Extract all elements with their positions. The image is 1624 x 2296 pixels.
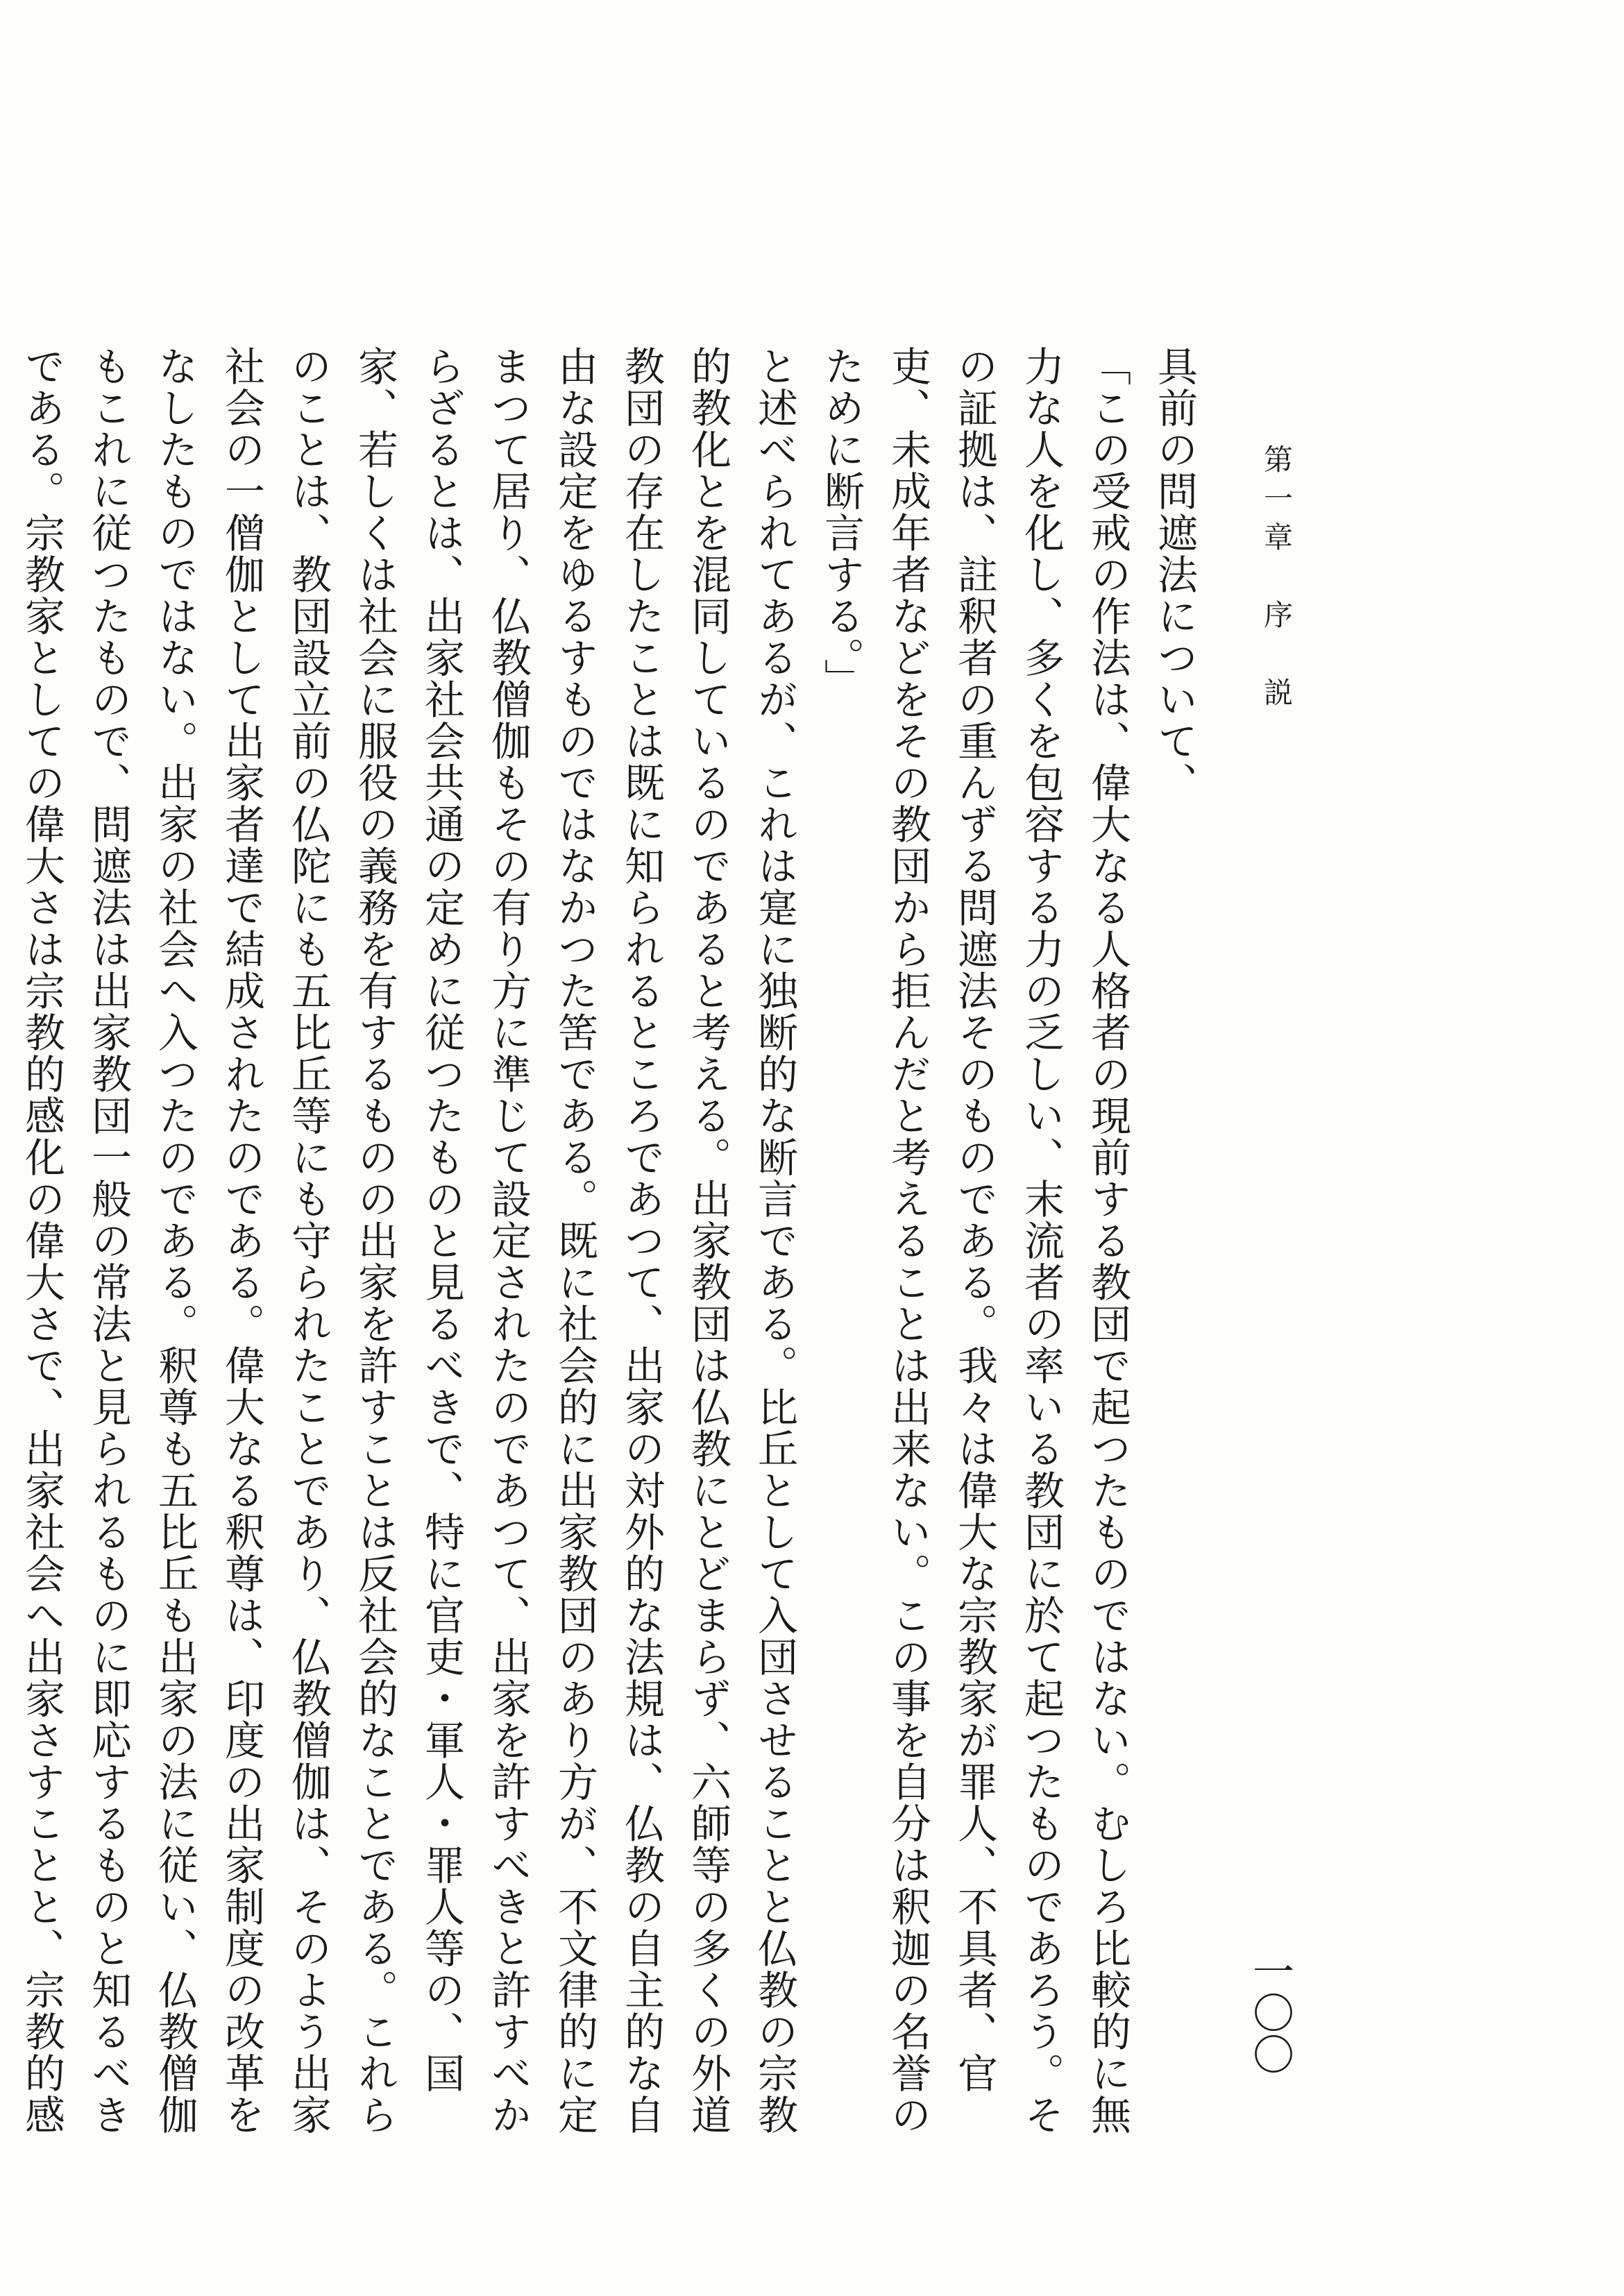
paragraph-discussion: と述べられてあるが、これは寔に独断的な断言である。比丘として入団させることと仏教の宗教的教化とを混同しているのであると考える。出家教団は仏教にとどまらず、六師等の多くの外道教団の存在したことは既に知られるところであつて、出家の対外的な法規は、仏教の自主的な自由な設定をゆるすものではなかつた筈である。既に社会的に出家教団のあり方が、不文律的に定まつて居り、仏教僧伽もその有り方に準じて設定されたのであつて、出家を許すべきと許すべからざるとは、出家社会共通の定めに従つたものと見るべきで、特に官吏・軍人・罪人等の、国家、若しくは社会に服役の義務を有するものの出家を許すことは反社会的なことである。これらのことは、教団設立前の仏陀にも五比丘等にも守られたことであり、仏教僧伽は、そのよう出家社会の一僧伽として出家者達で結成されたのである。偉大なる釈尊は、印度の出家制度の改革をなしたものではない。出家の社会へ入つたのである。釈尊も五比丘も出家の法に従い、仏教僧伽もこれに従つたもので、問遮法は出家教団一般の常法と見られるものに即応するものと知るべきである。宗教家としての偉大さは宗教的感化の偉大さで、出家社会へ出家さすことと、宗教的感 [18, 346, 798, 2136]
body-text [0, 305, 1208, 2151]
paragraph-intro: 具前の問遮法について、 [1151, 346, 1198, 803]
running-header: 第一章 序 説 [1260, 444, 1294, 716]
paragraph-quote: 「この受戒の作法は、偉大なる人格者の現前する教団で起つたものではない。むしろ比較的に無力な人を化し、多くを包容する力の乏しい、末流者の率いる教団に於て起つたものであろう。その証拠は、註釈者の重んずる問遮法そのものである。我々は偉大な宗教家が罪人、不具者、官吏、未成年者などをその教団から拒んだと考えることは出来ない。この事を自分は釈迦の名誉のために断言する。」 [818, 346, 1131, 2136]
page-number: 一〇〇 [1246, 1950, 1294, 2075]
